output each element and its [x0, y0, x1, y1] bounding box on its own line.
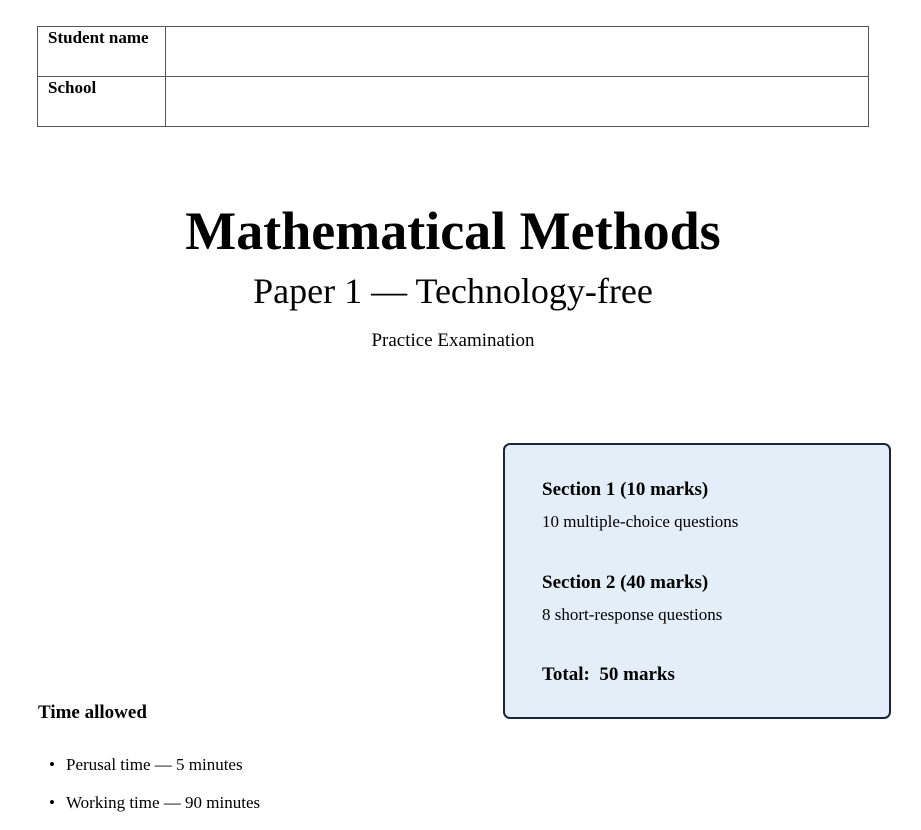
school-field[interactable] [166, 77, 869, 127]
school-row [38, 77, 869, 127]
student-name-label: Student name [38, 27, 166, 77]
bullet-icon: • [49, 755, 55, 774]
section2-heading: Section 2 (40 marks) [542, 572, 709, 593]
student-info-table [37, 26, 869, 127]
student-name-row [38, 27, 869, 77]
exam-type-label: Practice Examination [371, 330, 535, 351]
time-allowed-heading: Time allowed [38, 702, 147, 723]
school-label: School [38, 77, 166, 127]
list-item [38, 790, 260, 828]
perusal-time-text: Perusal time — 5 minutes [66, 755, 243, 774]
bullet-icon: • [49, 793, 55, 812]
time-allowed-list [38, 752, 260, 828]
working-time-text: Working time — 90 minutes [66, 793, 261, 812]
list-item [38, 752, 260, 790]
section1-heading: Section 1 (10 marks) [542, 479, 709, 500]
section2-description: 8 short-response questions [542, 605, 723, 624]
page-title: Mathematical Methods [185, 201, 721, 261]
sections-summary-box [503, 443, 891, 719]
section1-description: 10 multiple-choice questions [542, 512, 739, 531]
total-marks: Total: 50 marks [542, 664, 675, 685]
paper-subtitle: Paper 1 — Technology-free [253, 271, 653, 311]
student-name-field[interactable] [166, 27, 869, 77]
